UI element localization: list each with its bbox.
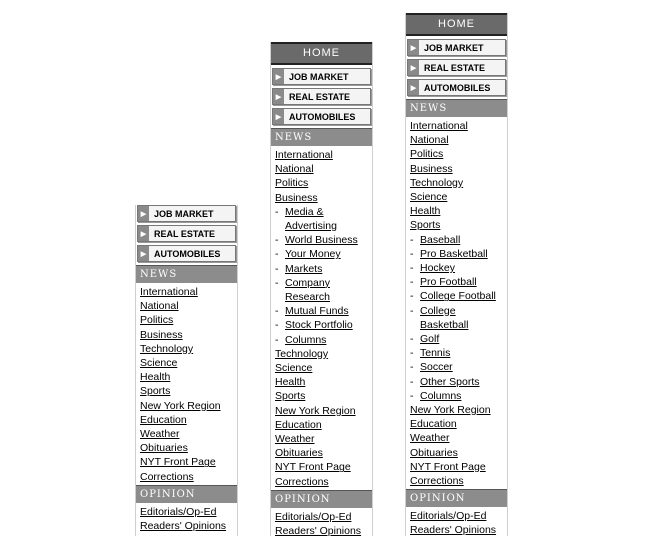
nav-link-politics[interactable]: Politics: [140, 314, 174, 327]
nav-link-science[interactable]: Science: [410, 191, 448, 204]
business-sub-your-money: - Your Money: [275, 248, 341, 261]
sports-sub-college-basketball: - College Basketball: [410, 304, 469, 331]
sports-sub-other-sports: - Other Sports: [410, 375, 480, 388]
arrow-right-icon: ▶: [273, 89, 284, 104]
automobiles-button[interactable]: ▶ AUTOMOBILES: [407, 79, 506, 96]
nav-link-health[interactable]: Health: [140, 371, 171, 384]
nav-link-sports[interactable]: Sports: [140, 385, 171, 398]
automobiles-button[interactable]: ▶ AUTOMOBILES: [137, 245, 236, 262]
sports-sub-pro-basketball: - Pro Basketball: [410, 247, 488, 260]
nav-link-obituaries[interactable]: Obituaries: [410, 446, 458, 459]
nav-column-collapsed: [135, 205, 238, 536]
business-sub-mutual-funds: - Mutual Funds: [275, 305, 349, 318]
news-header: NEWS: [271, 128, 372, 146]
nav-link-technology[interactable]: Technology: [410, 176, 464, 189]
arrow-right-icon: ▶: [138, 206, 149, 221]
real-estate-button[interactable]: ▶ REAL ESTATE: [407, 59, 506, 76]
nav-link-weather[interactable]: Weather: [275, 433, 315, 446]
nav-link-politics[interactable]: Politics: [275, 177, 309, 190]
nav-link-editorials[interactable]: Editorials/Op-Ed: [140, 505, 217, 518]
opinion-header: OPINION: [136, 485, 237, 503]
nav-link-corrections[interactable]: Corrections: [275, 475, 329, 488]
news-header: NEWS: [406, 99, 507, 117]
nav-link-international[interactable]: International: [410, 120, 468, 132]
real-estate-button[interactable]: ▶ REAL ESTATE: [137, 225, 236, 242]
business-sub-world-business: - World Business: [275, 234, 358, 247]
nav-link-business[interactable]: Business: [275, 191, 318, 204]
nav-link-politics[interactable]: Politics: [410, 148, 444, 161]
nav-link-readers-opinions[interactable]: Readers' Opinions: [410, 524, 497, 537]
nav-link-technology[interactable]: Technology: [275, 347, 329, 360]
nav-link-readers-opinions[interactable]: Readers' Opinions: [275, 525, 362, 538]
nav-link-nyt-front-page[interactable]: NYT Front Page: [140, 456, 216, 469]
nav-link-business[interactable]: Business: [140, 328, 183, 341]
news-header: NEWS: [136, 265, 237, 283]
home-button[interactable]: HOME: [271, 42, 372, 65]
sports-sub-soccer: - Soccer: [410, 361, 453, 374]
sports-sub-columns: - Columns: [410, 389, 462, 402]
nav-link-weather[interactable]: Weather: [140, 428, 180, 441]
nav-column-sports-expanded: [405, 13, 508, 536]
nav-link-national[interactable]: National: [275, 163, 314, 176]
nav-link-obituaries[interactable]: Obituaries: [140, 442, 188, 455]
job-market-button[interactable]: ▶ JOB MARKET: [407, 39, 506, 56]
nav-link-international[interactable]: International: [140, 286, 198, 298]
arrow-right-icon: ▶: [408, 60, 419, 75]
nav-link-education[interactable]: Education: [140, 413, 187, 426]
nav-link-education[interactable]: Education: [275, 418, 322, 431]
nav-link-education[interactable]: Education: [410, 418, 457, 431]
sports-sub-baseball: - Baseball: [410, 233, 461, 246]
real-estate-button[interactable]: ▶ REAL ESTATE: [272, 88, 371, 105]
nav-link-health[interactable]: Health: [410, 205, 441, 218]
sports-sub-golf: - Golf: [410, 333, 440, 346]
arrow-right-icon: ▶: [408, 40, 419, 55]
arrow-right-icon: ▶: [273, 69, 284, 84]
sports-sub-college-football: - College Football: [410, 290, 496, 303]
nav-link-business[interactable]: Business: [410, 162, 453, 175]
nav-link-editorials[interactable]: Editorials/Op-Ed: [410, 510, 487, 523]
arrow-right-icon: ▶: [273, 109, 284, 124]
nav-link-weather[interactable]: Weather: [410, 432, 450, 445]
nav-link-corrections[interactable]: Corrections: [140, 470, 194, 483]
arrow-right-icon: ▶: [408, 80, 419, 95]
sports-sub-hockey: - Hockey: [410, 262, 456, 275]
sports-sub-pro-football: - Pro Football: [410, 276, 477, 289]
nav-link-sports[interactable]: Sports: [275, 390, 306, 403]
business-sub-stock-portfolio: - Stock Portfolio: [275, 319, 353, 332]
nav-link-nyt-front-page[interactable]: NYT Front Page: [410, 460, 486, 473]
nav-link-readers-opinions[interactable]: Readers' Opinions: [140, 520, 227, 533]
arrow-right-icon: ▶: [138, 226, 149, 241]
nav-link-health[interactable]: Health: [275, 376, 306, 389]
nav-column-business-expanded: [270, 42, 373, 536]
automobiles-button[interactable]: ▶ AUTOMOBILES: [272, 108, 371, 125]
sports-sub-tennis: - Tennis: [410, 347, 451, 360]
nav-link-international[interactable]: International: [275, 149, 333, 161]
nav-link-obituaries[interactable]: Obituaries: [275, 447, 323, 460]
nav-link-national[interactable]: National: [410, 134, 449, 147]
job-market-button[interactable]: ▶ JOB MARKET: [272, 68, 371, 85]
nav-link-new-york-region[interactable]: New York Region: [140, 399, 221, 412]
nav-link-science[interactable]: Science: [275, 362, 313, 375]
nav-link-science[interactable]: Science: [140, 357, 178, 370]
job-market-button[interactable]: ▶ JOB MARKET: [137, 205, 236, 222]
nav-link-corrections[interactable]: Corrections: [410, 475, 464, 488]
opinion-header: OPINION: [271, 490, 372, 508]
business-sub-media-advertising: - Media & Advertising: [275, 205, 337, 233]
nav-link-editorials[interactable]: Editorials/Op-Ed: [275, 510, 352, 523]
nav-link-new-york-region[interactable]: New York Region: [275, 404, 356, 417]
business-sub-company-research: - Company Research: [275, 276, 330, 304]
business-sub-columns: - Columns: [275, 333, 327, 346]
nav-link-national[interactable]: National: [140, 300, 179, 313]
home-button[interactable]: HOME: [406, 13, 507, 36]
nav-link-nyt-front-page[interactable]: NYT Front Page: [275, 461, 351, 474]
nav-link-sports[interactable]: Sports: [410, 219, 441, 232]
nav-link-technology[interactable]: Technology: [140, 342, 194, 355]
business-sub-markets: - Markets: [275, 262, 323, 275]
arrow-right-icon: ▶: [138, 246, 149, 261]
opinion-header: OPINION: [406, 489, 507, 507]
nav-link-new-york-region[interactable]: New York Region: [410, 404, 491, 417]
